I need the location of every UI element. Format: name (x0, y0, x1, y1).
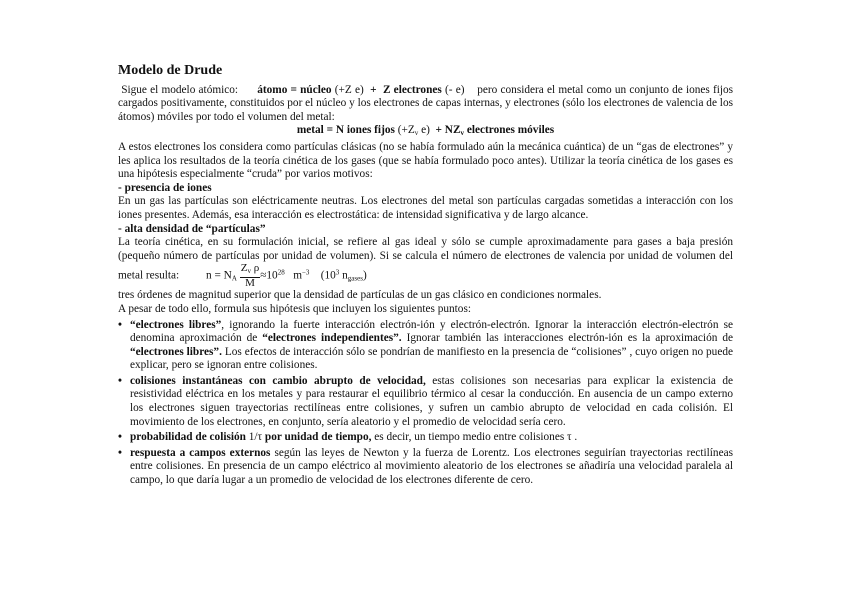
page-title: Modelo de Drude (118, 63, 223, 78)
hypotheses-intro: A pesar de todo ello, formula sus hipótesis que incluyen los siguientes puntos: (118, 302, 471, 315)
kinetic-paragraph: A estos electrones los considera como partículas clásicas (no se había formulado aún la mecánica cuántica) de un “gas de electrones” y les aplica los resultados de la teoría cinética de los gases (que se había formulado poco antes). Utilizar la teoría cinética de los gases es una hipótesis especialmente “cruda” por varios motivos: (118, 140, 733, 181)
list-item: • colisiones instantáneas con cambio abrupto de velocidad, estas colisiones son necesarias para explicar la existencia de resistividad eléctrica en los metales y para restaurar el equilibrio térmico al cesar la conducción. En ausencia de un campo externo los electrones siguen trayectorias rectilíneas entre colisiones, y sufren un cambio abrupto de velocidad en cada colisión. El movimiento de los electrones, en conjunto, sería aleatorio y el promedio de velocidad sería cero. (130, 375, 733, 429)
section-text-density (118, 236, 733, 289)
hypotheses-list (118, 319, 733, 488)
intro-paragraph (118, 84, 733, 125)
density-formula: $n = N_A$ $\frac{Z_v \rho}{M}$ $\approx 10^{28}$ $m^{-3}$ ($10^3$ $n_{gases}$) (206, 262, 367, 290)
section-text-ions: En un gas las partículas son eléctricamente neutras. Los electrones del metal son partículas cargadas sometidas a interacción con los iones presentes. Además, esa interacción es electrostática: de intensidad significativa y de largo alcance. (118, 195, 733, 221)
density-after: tres órdenes de magnitud superior que la densidad de partículas de un gas clásico en condiciones normales. (118, 289, 602, 302)
metal-equation (118, 124, 733, 141)
atom-electrons: Z electrones (382, 83, 442, 96)
metal-eq-lhs: metal = N iones fijos (296, 124, 395, 137)
formula-fraction: $\frac{Z_v \rho}{M}$ (240, 262, 260, 290)
intro-body: pero considera el metal como un conjunto de iones fijos cargados positivamente, constituidos por el núcleo y los electrones de capas internas, y electrones (sólo los electrones de valencia de los átomos) móviles por todo el volumen del metal: (118, 83, 734, 123)
density-text: La teoría cinética, en su formulación inicial, se refiere al gas ideal y sólo se cumple aproximadamente para gases a baja presión (pequeño número de partículas por unidad de volumen). Si se calcula el número de electrones de valencia por unidad de volumen del metal resulta: (118, 236, 733, 282)
document-page (118, 64, 733, 490)
atom-label: átomo = núcleo (257, 83, 332, 96)
plus-sign: + (370, 83, 377, 96)
nucleus-charge: (+Z e) (334, 83, 364, 96)
list-item: • “electrones libres”, ignorando la fuerte interacción electrón-ión y electrón-electrón. Ignorar la interacción electrón-electrón se denomina aproximación de “electrones independientes”. Ignorar también las interacciones electrón-ión es la aproximación de “electrones libres”. Los efectos de interacción sólo se pondrían de manifiesto en la presencia de “colisiones” , cuyo origen no puede explicar, pero se ignoran entre colisiones. (130, 319, 733, 373)
section-heading-ions: - presencia de iones (118, 181, 212, 194)
intro-lead: Sigue el modelo atómico: (121, 83, 239, 96)
electron-charge: (- e) (444, 83, 465, 96)
list-item: • respuesta a campos externos según las leyes de Newton y la fuerza de Lorentz. Los electrones seguirían trayectorias rectilíneas entre colisiones. En presencia de un campo eléctrico al movimiento aleatorio de los electrones se añadiría una velocidad paralela al campo, lo que daría lugar a un promedio de velocidad de los electrones diferente de cero. (130, 447, 733, 488)
section-heading-density: - alta densidad de “partículas” (118, 222, 266, 235)
metal-eq-rhs: electrones móviles (466, 124, 555, 137)
metal-eq-charge: ($+Z_v$ e) (397, 124, 430, 138)
metal-eq-mid: + NZ (435, 124, 461, 137)
list-item: • probabilidad de colisión 1/τ por unidad de tiempo, es decir, un tiempo medio entre colisiones τ . (130, 431, 733, 445)
metal-eq-mid-sub: v (460, 129, 464, 138)
